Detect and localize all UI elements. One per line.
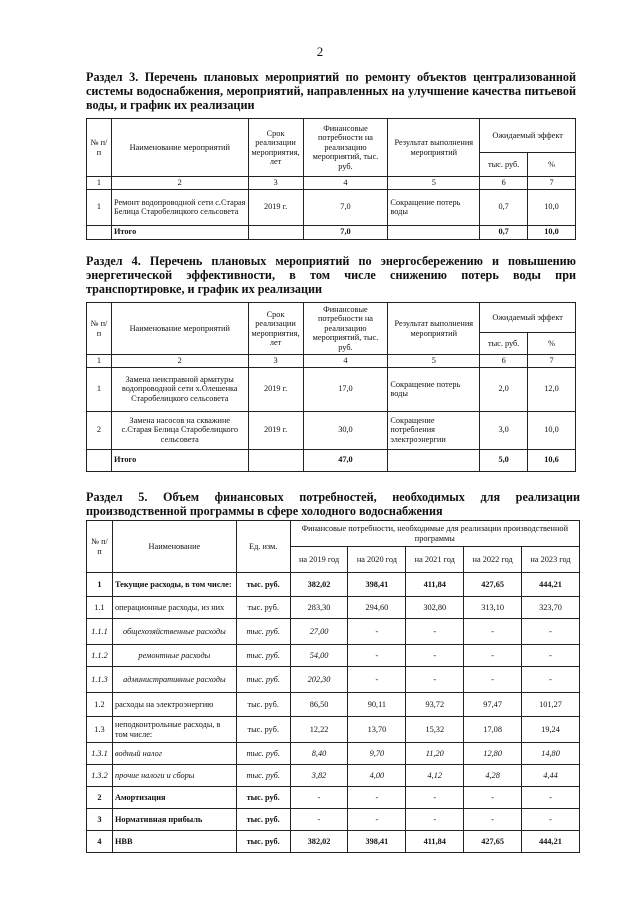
cell-tr: 2,0: [480, 367, 528, 411]
cell-value: -: [522, 645, 580, 667]
cell-name: водный налог: [112, 743, 236, 765]
header-fin: Финансовые потребности на реализацию мероприятий, тыс. руб.: [303, 119, 388, 177]
header-name: Наименование мероприятий: [111, 119, 248, 177]
table-row: [87, 831, 580, 853]
cell-value: -: [348, 787, 406, 809]
colnum: 2: [111, 355, 248, 368]
cell-value: -: [522, 667, 580, 693]
cell-num: 1: [87, 367, 112, 411]
cell-unit: тыс. руб.: [236, 645, 290, 667]
header-num: № п/п: [87, 521, 113, 573]
colnum: 1: [87, 355, 112, 368]
header-year: на 2022 год: [464, 547, 522, 573]
header-effect: Ожидаемый эффект: [480, 119, 576, 153]
total-pct: 10,6: [528, 449, 576, 471]
table-row: [87, 743, 580, 765]
total-fin: 47,0: [303, 449, 388, 471]
cell-value: 202,30: [290, 667, 348, 693]
cell-value: -: [522, 787, 580, 809]
cell-tr: 3,0: [480, 411, 528, 449]
cell-value: 4,28: [464, 765, 522, 787]
cell-result: Сокращение потерь воды: [388, 367, 480, 411]
section-3-table: [86, 118, 576, 240]
table-row: [87, 645, 580, 667]
cell-value: -: [290, 787, 348, 809]
cell-value: -: [348, 667, 406, 693]
colnum: 7: [528, 355, 576, 368]
colnum: 6: [480, 355, 528, 368]
cell-name: административные расходы: [112, 667, 236, 693]
cell-fin: 7,0: [303, 189, 388, 225]
header-result: Результат выполнения мероприятий: [388, 303, 480, 355]
cell-value: 323,70: [522, 597, 580, 619]
cell-unit: тыс. руб.: [236, 619, 290, 645]
cell-unit: тыс. руб.: [236, 765, 290, 787]
header-unit-tr: тыс. руб.: [480, 153, 528, 177]
section-3-title: Раздел 3. Перечень плановых мероприятий по ремонту объектов централизованной системы водоснабжения, мероприятий, направленных на улучшение качества питьевой воды, и график их реализации: [86, 70, 576, 112]
cell-value: 90,11: [348, 693, 406, 717]
header-fin: Финансовые потребности на реализацию мероприятий, тыс. руб.: [303, 303, 388, 355]
cell-value: -: [406, 787, 464, 809]
cell-name: Замена насосов на скважине с.Старая Белица Старобелицкого сельсовета: [111, 411, 248, 449]
cell-result: Сокращение потерь воды: [388, 189, 480, 225]
cell-value: 54,00: [290, 645, 348, 667]
cell-value: 411,84: [406, 573, 464, 597]
cell-num: 1.1.3: [87, 667, 113, 693]
colnum: 5: [388, 177, 480, 190]
total-row: [87, 225, 576, 239]
cell-num: 1.3: [87, 717, 113, 743]
section-5-table: [86, 520, 580, 853]
cell-value: 12,22: [290, 717, 348, 743]
cell-pct: 10,0: [528, 189, 576, 225]
cell-value: -: [522, 619, 580, 645]
cell-value: -: [406, 667, 464, 693]
cell-value: 283,30: [290, 597, 348, 619]
cell-name: неподконтрольные расходы, в том числе:: [112, 717, 236, 743]
cell-value: 4,12: [406, 765, 464, 787]
colnum: 2: [111, 177, 248, 190]
cell-value: -: [464, 809, 522, 831]
cell-num: 1.3.2: [87, 765, 113, 787]
total-label: Итого: [111, 225, 248, 239]
colnum: 7: [528, 177, 576, 190]
header-effect: Ожидаемый эффект: [480, 303, 576, 333]
header-unit: Ед. изм.: [236, 521, 290, 573]
cell-value: 8,40: [290, 743, 348, 765]
header-num: № п/п: [87, 119, 112, 177]
cell-value: -: [290, 809, 348, 831]
cell-value: 15,32: [406, 717, 464, 743]
cell-name: Нормативная прибыль: [112, 809, 236, 831]
cell-value: -: [464, 619, 522, 645]
header-unit-tr: тыс. руб.: [480, 333, 528, 355]
cell-value: 398,41: [348, 831, 406, 853]
cell-value: 444,21: [522, 831, 580, 853]
cell-unit: тыс. руб.: [236, 743, 290, 765]
table-row: [87, 765, 580, 787]
colnum: 4: [303, 177, 388, 190]
colnum: 3: [248, 355, 303, 368]
cell-name: Замена неисправной арматуры водопроводной сети х.Олешенка Старобелицкого сельсовета: [111, 367, 248, 411]
cell-name: операционные расходы, из них: [112, 597, 236, 619]
cell-num: 4: [87, 831, 113, 853]
header-year: на 2023 год: [522, 547, 580, 573]
cell-value: 302,80: [406, 597, 464, 619]
table-row: [87, 597, 580, 619]
header-unit-pct: %: [528, 333, 576, 355]
cell-name: Текущие расходы, в том числе:: [112, 573, 236, 597]
total-label: Итого: [111, 449, 248, 471]
cell-num: 1.1: [87, 597, 113, 619]
cell-value: 101,27: [522, 693, 580, 717]
cell-value: 93,72: [406, 693, 464, 717]
cell-value: 427,65: [464, 831, 522, 853]
cell-value: 444,21: [522, 573, 580, 597]
cell-num: 1: [87, 189, 112, 225]
table-row: [87, 411, 576, 449]
cell-value: 4,44: [522, 765, 580, 787]
cell-term: 2019 г.: [248, 189, 303, 225]
cell-name: Амортизация: [112, 787, 236, 809]
cell-value: 382,02: [290, 831, 348, 853]
header-year: на 2021 год: [406, 547, 464, 573]
cell-num: 1: [87, 573, 113, 597]
cell-value: 427,65: [464, 573, 522, 597]
cell-value: -: [348, 619, 406, 645]
cell-name: расходы на электроэнергию: [112, 693, 236, 717]
cell-value: 398,41: [348, 573, 406, 597]
cell-fin: 30,0: [303, 411, 388, 449]
cell-unit: тыс. руб.: [236, 787, 290, 809]
cell-pct: 10,0: [528, 411, 576, 449]
cell-value: 14,80: [522, 743, 580, 765]
table-row: [87, 667, 580, 693]
cell-value: 19,24: [522, 717, 580, 743]
total-pct: 10,0: [528, 225, 576, 239]
cell-value: -: [464, 787, 522, 809]
cell-value: 17,08: [464, 717, 522, 743]
cell-value: -: [406, 619, 464, 645]
cell-pct: 12,0: [528, 367, 576, 411]
cell-value: 86,50: [290, 693, 348, 717]
colnum: 3: [248, 177, 303, 190]
cell-value: 4,00: [348, 765, 406, 787]
table-row: [87, 189, 576, 225]
colnum: 5: [388, 355, 480, 368]
cell-num: 1.1.2: [87, 645, 113, 667]
header-term: Срок реализации мероприятия, лет: [248, 119, 303, 177]
section-5-title: Раздел 5. Объем финансовых потребностей, необходимых для реализации производственной программы в сфере холодного водоснабжения: [86, 490, 580, 518]
cell-value: 382,02: [290, 573, 348, 597]
table-row: [87, 619, 580, 645]
cell-value: -: [522, 809, 580, 831]
cell-unit: тыс. руб.: [236, 717, 290, 743]
header-result: Результат выполнения мероприятий: [388, 119, 480, 177]
section-4-title: Раздел 4. Перечень плановых мероприятий по энергосбережению и повышению энергетической эффективности, в том числе снижению потерь воды при транспортировке, и график их реализации: [86, 254, 576, 296]
colnum: 4: [303, 355, 388, 368]
section-4-table: [86, 302, 576, 472]
header-name: Наименование: [112, 521, 236, 573]
colnum: 6: [480, 177, 528, 190]
table-row: [87, 787, 580, 809]
header-fin: Финансовые потребности, необходимые для реализации производственной программы: [290, 521, 579, 547]
cell-result: Сокращение потребления электроэнергии: [388, 411, 480, 449]
cell-value: 411,84: [406, 831, 464, 853]
cell-name: НВВ: [112, 831, 236, 853]
total-tr: 0,7: [480, 225, 528, 239]
cell-value: 97,47: [464, 693, 522, 717]
cell-num: 2: [87, 411, 112, 449]
cell-value: -: [464, 645, 522, 667]
table-row: [87, 693, 580, 717]
total-row: [87, 449, 576, 471]
cell-value: 12,80: [464, 743, 522, 765]
cell-value: 11,20: [406, 743, 464, 765]
cell-num: 3: [87, 809, 113, 831]
cell-unit: тыс. руб.: [236, 809, 290, 831]
cell-num: 1.2: [87, 693, 113, 717]
cell-value: 13,70: [348, 717, 406, 743]
cell-value: 27,00: [290, 619, 348, 645]
cell-value: -: [406, 645, 464, 667]
cell-num: 2: [87, 787, 113, 809]
cell-unit: тыс. руб.: [236, 667, 290, 693]
cell-term: 2019 г.: [248, 411, 303, 449]
header-unit-pct: %: [528, 153, 576, 177]
cell-name: ремонтные расходы: [112, 645, 236, 667]
total-tr: 5,0: [480, 449, 528, 471]
header-name: Наименование мероприятий: [111, 303, 248, 355]
cell-value: -: [464, 667, 522, 693]
table-row: [87, 809, 580, 831]
cell-unit: тыс. руб.: [236, 597, 290, 619]
cell-name: прочие налоги и сборы: [112, 765, 236, 787]
cell-unit: тыс. руб.: [236, 693, 290, 717]
header-year: на 2019 год: [290, 547, 348, 573]
cell-value: -: [348, 809, 406, 831]
table-row: [87, 573, 580, 597]
header-num: № п/п: [87, 303, 112, 355]
cell-value: 294,60: [348, 597, 406, 619]
header-term: Срок реализации мероприятия, лет: [248, 303, 303, 355]
cell-num: 1.3.1: [87, 743, 113, 765]
cell-num: 1.1.1: [87, 619, 113, 645]
cell-unit: тыс. руб.: [236, 573, 290, 597]
cell-fin: 17,0: [303, 367, 388, 411]
table-row: [87, 367, 576, 411]
header-year: на 2020 год: [348, 547, 406, 573]
cell-unit: тыс. руб.: [236, 831, 290, 853]
table-row: [87, 717, 580, 743]
cell-value: -: [406, 809, 464, 831]
cell-value: 3,82: [290, 765, 348, 787]
cell-value: 313,10: [464, 597, 522, 619]
cell-value: 9,70: [348, 743, 406, 765]
colnum: 1: [87, 177, 112, 190]
cell-name: общехозяйственные расходы: [112, 619, 236, 645]
cell-value: -: [348, 645, 406, 667]
page-number: 2: [316, 44, 324, 59]
total-fin: 7,0: [303, 225, 388, 239]
cell-term: 2019 г.: [248, 367, 303, 411]
cell-tr: 0,7: [480, 189, 528, 225]
cell-name: Ремонт водопроводной сети с.Старая Белица Старобелицкого сельсовета: [111, 189, 248, 225]
